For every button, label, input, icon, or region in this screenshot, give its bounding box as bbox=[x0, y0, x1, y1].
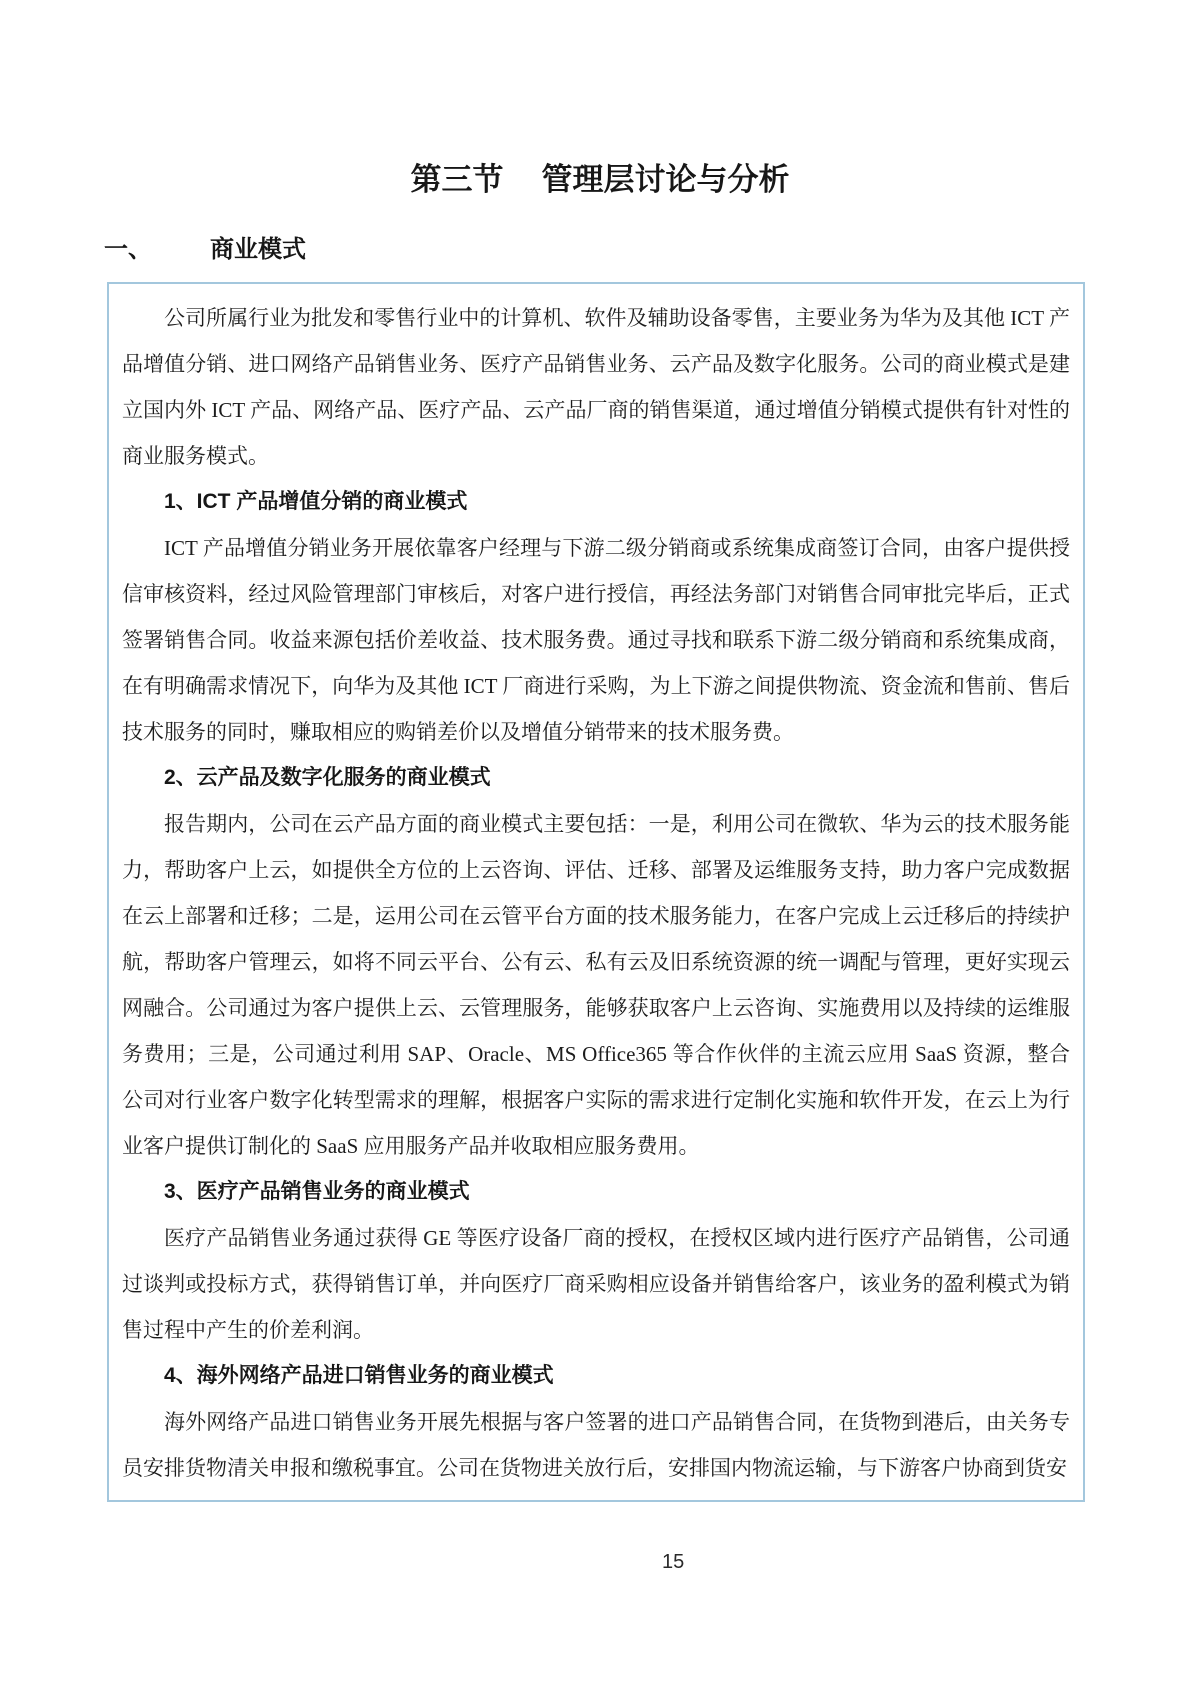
subheading-cloud-services: 2、云产品及数字化服务的商业模式 bbox=[164, 766, 491, 789]
section-heading-number: 一、 bbox=[104, 236, 152, 263]
content-box bbox=[107, 282, 1085, 1502]
page-title-section-number: 第三节 bbox=[410, 162, 504, 197]
page-title-text: 管理层讨论与分析 bbox=[541, 162, 790, 197]
page-title bbox=[0, 158, 1200, 202]
body-paragraph-overseas-network-products: 海外网络产品进口销售业务开展先根据与客户签署的进口产品销售合同，在货物到港后，由关务专员安排货物清关申报和缴税事宜。公司在货物进关放行后，安排国内物流运输，与下游客户协商到货安 bbox=[122, 1410, 1070, 1480]
subheading-medical-products: 3、医疗产品销售业务的商业模式 bbox=[164, 1180, 470, 1203]
subheading-ict-distribution: 1、ICT 产品增值分销的商业模式 bbox=[164, 490, 468, 513]
page-number: 15 bbox=[662, 1551, 685, 1573]
body-paragraph-ict-distribution: ICT 产品增值分销业务开展依靠客户经理与下游二级分销商或系统集成商签订合同，由客户提供授信审核资料，经过风险管理部门审核后，对客户进行授信，再经法务部门对销售合同审批完毕后，正式签署销售合同。收益来源包括价差收益、技术服务费。通过寻找和联系下游二级分销商和系统集成商，在有明确需求情况下，向华为及其他 ICT 厂商进行采购，为上下游之间提供物流、资金流和售前、售后技术服务的同时，赚取相应的购销差价以及增值分销带来的技术服务费。 bbox=[122, 536, 1070, 744]
body-paragraph-overview: 公司所属行业为批发和零售行业中的计算机、软件及辅助设备零售，主要业务为华为及其他 ICT 产品增值分销、进口网络产品销售业务、医疗产品销售业务、云产品及数字化服务。公司的商业模式是建立国内外 ICT 产品、网络产品、医疗产品、云产品厂商的销售渠道，通过增值分销模式提供有针对性的商业服务模式。 bbox=[122, 306, 1070, 468]
body-paragraph-medical-products: 医疗产品销售业务通过获得 GE 等医疗设备厂商的授权，在授权区域内进行医疗产品销售，公司通过谈判或投标方式，获得销售订单，并向医疗厂商采购相应设备并销售给客户，该业务的盈利模式为销售过程中产生的价差利润。 bbox=[122, 1226, 1070, 1342]
body-paragraph-cloud-services: 报告期内，公司在云产品方面的商业模式主要包括：一是，利用公司在微软、华为云的技术服务能力，帮助客户上云，如提供全方位的上云咨询、评估、迁移、部署及运维服务支持，助力客户完成数据在云上部署和迁移；二是，运用公司在云管平台方面的技术服务能力，在客户完成上云迁移后的持续护航，帮助客户管理云，如将不同云平台、公有云、私有云及旧系统资源的统一调配与管理，更好实现云网融合。公司通过为客户提供上云、云管理服务，能够获取客户上云咨询、实施费用以及持续的运维服务费用；三是，公司通过利用 SAP、Oracle、MS Office365 等合作伙伴的主流云应用 SaaS 资源，整合公司对行业客户数字化转型需求的理解，根据客户实际的需求进行定制化实施和软件开发，在云上为行业客户提供订制化的 SaaS 应用服务产品并收取相应服务费用。 bbox=[122, 812, 1070, 1158]
section-heading bbox=[104, 234, 306, 266]
section-heading-label: 商业模式 bbox=[210, 236, 306, 263]
subheading-overseas-network-products: 4、海外网络产品进口销售业务的商业模式 bbox=[164, 1364, 554, 1387]
